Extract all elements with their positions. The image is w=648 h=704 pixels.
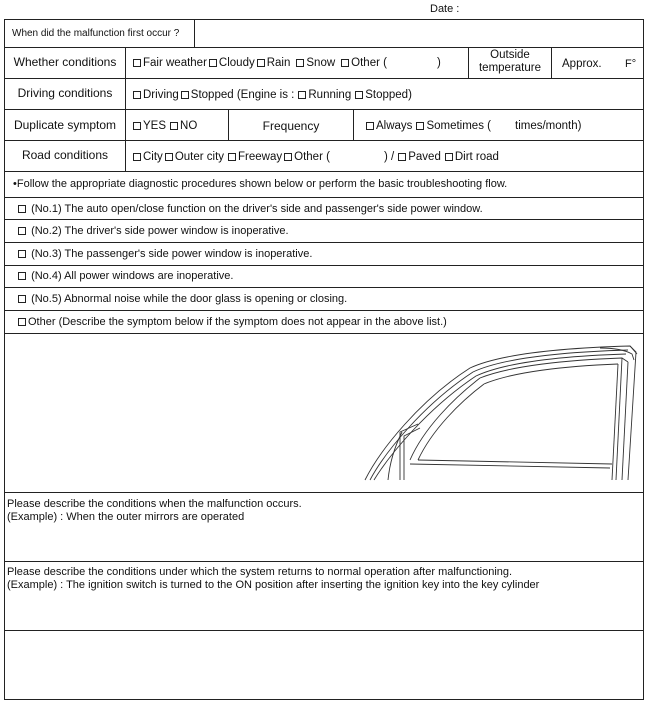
symptom-no2 (18, 225, 289, 238)
option-rain: Rain (266, 57, 291, 69)
option-dirt-road: Dirt road (454, 151, 499, 163)
checkbox[interactable] (170, 122, 178, 130)
weather-label: Whether conditions (13, 55, 117, 69)
symptom-text: Other (Describe the symptom below if the symptom does not appear in the above list.) (28, 316, 447, 328)
checkbox[interactable] (445, 153, 453, 161)
border-right (643, 19, 644, 700)
temp-unit: F° (625, 58, 637, 70)
row-sep (4, 109, 644, 110)
col-sep (551, 47, 552, 78)
checkbox[interactable] (18, 318, 26, 326)
option-paved: Paved (408, 151, 441, 163)
option-cloudy: Cloudy (218, 57, 255, 69)
checkbox[interactable] (298, 91, 306, 99)
checkbox[interactable] (416, 122, 424, 130)
border-top (4, 19, 644, 20)
checkbox[interactable] (209, 59, 217, 67)
road-label: Road conditions (21, 148, 109, 162)
symptom-text: (No.5) Abnormal noise while the door glass is opening or closing. (31, 293, 348, 305)
checkbox[interactable] (133, 153, 141, 161)
row-sep (4, 78, 644, 79)
frequency-label: Frequency (262, 119, 320, 133)
checkbox[interactable] (341, 59, 349, 67)
checkbox[interactable] (133, 59, 141, 67)
outside-temp-label: Outside temperature (478, 49, 541, 74)
col-sep (125, 47, 126, 171)
option-outer-city: Outer city (174, 151, 225, 163)
date-label: Date : (430, 3, 460, 15)
approx-label: Approx. (562, 58, 602, 70)
driving-options (133, 89, 414, 102)
checkbox[interactable] (296, 59, 304, 67)
option-freeway: Freeway (238, 151, 283, 163)
option-fair: Fair weather (143, 57, 207, 69)
symptom-no4 (18, 270, 233, 283)
row-sep (4, 140, 644, 141)
row-sep (4, 242, 644, 243)
symptom-no3 (18, 248, 312, 261)
weather-other-close: ) (437, 57, 441, 69)
row-sep (4, 197, 644, 198)
symptom-text: (No.2) The driver's side power window is inoperative. (31, 225, 289, 237)
desc2-line2: (Example) : The ignition switch is turned to the ON position after inserting the ignition key into the key cylinder (7, 579, 540, 591)
desc1-line1: Please describe the conditions when the malfunction occurs. (7, 498, 302, 510)
desc1-line2: (Example) : When the outer mirrors are operated (7, 511, 245, 523)
border-bottom (4, 699, 644, 700)
first-occur-label: When did the malfunction first occur ? (12, 28, 180, 39)
checkbox[interactable] (18, 205, 26, 213)
checkbox[interactable] (366, 122, 374, 130)
checkbox[interactable] (284, 153, 292, 161)
checkbox[interactable] (257, 59, 265, 67)
symptom-other (18, 316, 447, 329)
symptom-text: (No.1) The auto open/close function on the driver's side and passenger's side power window. (31, 203, 483, 215)
checkbox[interactable] (228, 153, 236, 161)
option-stopped-engine: Stopped (Engine is : (190, 89, 295, 101)
road-options (133, 151, 332, 164)
checkbox[interactable] (181, 91, 189, 99)
option-city: City (143, 151, 163, 163)
checkbox[interactable] (133, 122, 141, 130)
row-sep (4, 310, 644, 311)
frequency-options (366, 120, 493, 133)
row-sep (4, 47, 644, 48)
option-always: Always (376, 120, 413, 132)
checkbox[interactable] (18, 250, 26, 258)
duplicate-yes-no (133, 120, 199, 133)
notes-area[interactable] (5, 631, 643, 699)
times-per-month: times/month) (515, 120, 582, 132)
desc2-line1: Please describe the conditions under which the system returns to normal operation after malfunctioning. (7, 566, 513, 578)
row-sep (4, 219, 644, 220)
symptom-no1 (18, 203, 483, 216)
checkbox[interactable] (18, 295, 26, 303)
row-sep (4, 561, 644, 562)
option-stopped: Stopped) (365, 89, 412, 101)
option-yes: YES (143, 120, 167, 132)
symptom-no5 (18, 293, 347, 306)
checkbox[interactable] (355, 91, 363, 99)
col-sep (194, 19, 195, 47)
weather-options (133, 57, 389, 70)
car-door-illustration (360, 340, 642, 485)
instruction-text: •Follow the appropriate diagnostic procedures shown below or perform the basic troubleshooting flow. (13, 178, 508, 190)
driving-label: Driving conditions (17, 86, 113, 100)
option-running: Running (308, 89, 352, 101)
road-separator: ) / (384, 151, 395, 163)
option-other: Other ( (351, 57, 387, 69)
checkbox[interactable] (398, 153, 406, 161)
row-sep (4, 265, 644, 266)
row-sep (4, 171, 644, 172)
symptom-text: (No.4) All power windows are inoperative. (31, 270, 234, 282)
row-sep (4, 333, 644, 334)
option-snow: Snow (306, 57, 336, 69)
checkbox[interactable] (165, 153, 173, 161)
option-driving: Driving (143, 89, 179, 101)
option-no: NO (180, 120, 198, 132)
option-road-other: Other ( (294, 151, 330, 163)
col-sep (353, 109, 354, 140)
row-sep (4, 287, 644, 288)
duplicate-label: Duplicate symptom (13, 118, 117, 132)
road-paved-dirt (384, 151, 501, 164)
checkbox[interactable] (18, 272, 26, 280)
checkbox[interactable] (18, 227, 26, 235)
checkbox[interactable] (133, 91, 141, 99)
option-sometimes: Sometimes ( (426, 120, 491, 132)
symptom-text: (No.3) The passenger's side power window is inoperative. (31, 248, 313, 260)
row-sep (4, 492, 644, 493)
